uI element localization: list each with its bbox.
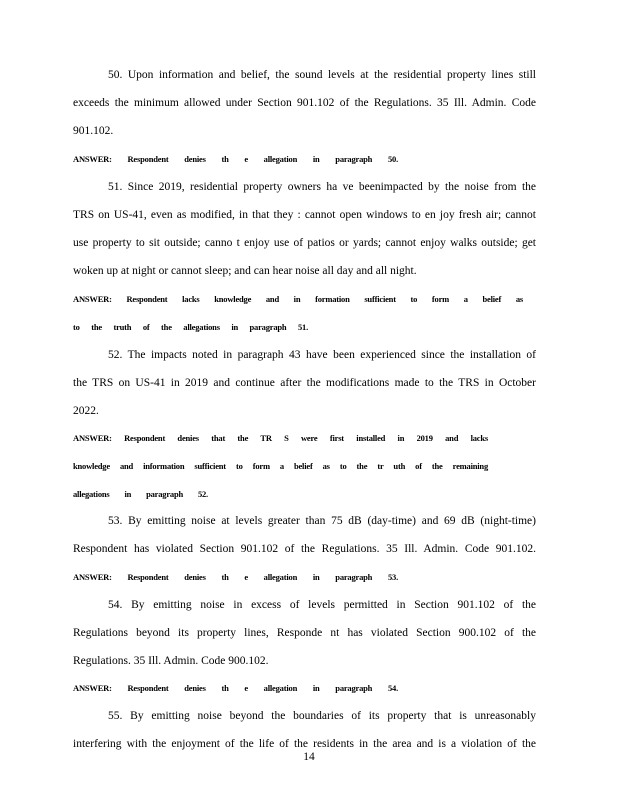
paragraph-54-line-3: Regulations. 35 Ill. Admin. Code 900.102.: [73, 655, 269, 667]
answer-51-line-1: ANSWER: Respondent lacks knowledge and in formation sufficient to form a belief as: [73, 294, 523, 304]
paragraph-50-line-3: 901.102.: [73, 125, 114, 137]
answer-50: ANSWER: Respondent denies th e allegation in paragraph 50.: [73, 154, 398, 164]
paragraph-50-line-2: exceeds the minimum allowed under Section 901.102 of the Regulations. 35 Ill. Admin. Code: [73, 97, 536, 109]
paragraph-55-line-2: interfering with the enjoyment of the life of the residents in the area and is a violation of the: [73, 738, 536, 750]
page-number: 14: [303, 751, 315, 763]
answer-53: ANSWER: Respondent denies th e allegation in paragraph 53.: [73, 572, 398, 582]
paragraph-50-line-1: 50. Upon information and belief, the sound levels at the residential property lines still: [108, 69, 536, 81]
paragraph-51-line-1: 51. Since 2019, residential property owners ha ve beenimpacted by the noise from the: [108, 181, 536, 193]
answer-54: ANSWER: Respondent denies th e allegation in paragraph 54.: [73, 683, 398, 693]
paragraph-55-line-1: 55. By emitting noise beyond the boundaries of its property that is unreasonably: [108, 710, 536, 722]
paragraph-51-line-3: use property to sit outside; canno t enjoy use of patios or yards; cannot enjoy walks outside; get: [73, 237, 536, 249]
paragraph-52-line-1: 52. The impacts noted in paragraph 43 have been experienced since the installation of: [108, 349, 536, 361]
paragraph-52-line-2: the TRS on US-41 in 2019 and continue after the modifications made to the TRS in October: [73, 377, 536, 389]
paragraph-51-line-4: woken up at night or cannot sleep; and can hear noise all day and all night.: [73, 265, 417, 277]
answer-52-line-1: ANSWER: Respondent denies that the TR S were first installed in 2019 and lacks: [73, 433, 488, 443]
paragraph-51-line-2: TRS on US-41, even as modified, in that they : cannot open windows to en joy fresh air; cannot: [73, 209, 536, 221]
answer-51-line-2: to the truth of the allegations in paragraph 51.: [73, 322, 308, 332]
paragraph-53-line-2: Respondent has violated Section 901.102 of the Regulations. 35 Ill. Admin. Code 901.102.: [73, 543, 536, 555]
paragraph-53-line-1: 53. By emitting noise at levels greater than 75 dB (day-time) and 69 dB (night-time): [108, 515, 536, 527]
paragraph-52-line-3: 2022.: [73, 405, 99, 417]
paragraph-54-line-2: Regulations beyond its property lines, Responde nt has violated Section 900.102 of the: [73, 627, 536, 639]
paragraph-54-line-1: 54. By emitting noise in excess of levels permitted in Section 901.102 of the: [108, 599, 536, 611]
answer-52-line-3: allegations in paragraph 52.: [73, 489, 208, 499]
answer-52-line-2: knowledge and information sufficient to form a belief as to the tr uth of the remaining: [73, 461, 488, 471]
